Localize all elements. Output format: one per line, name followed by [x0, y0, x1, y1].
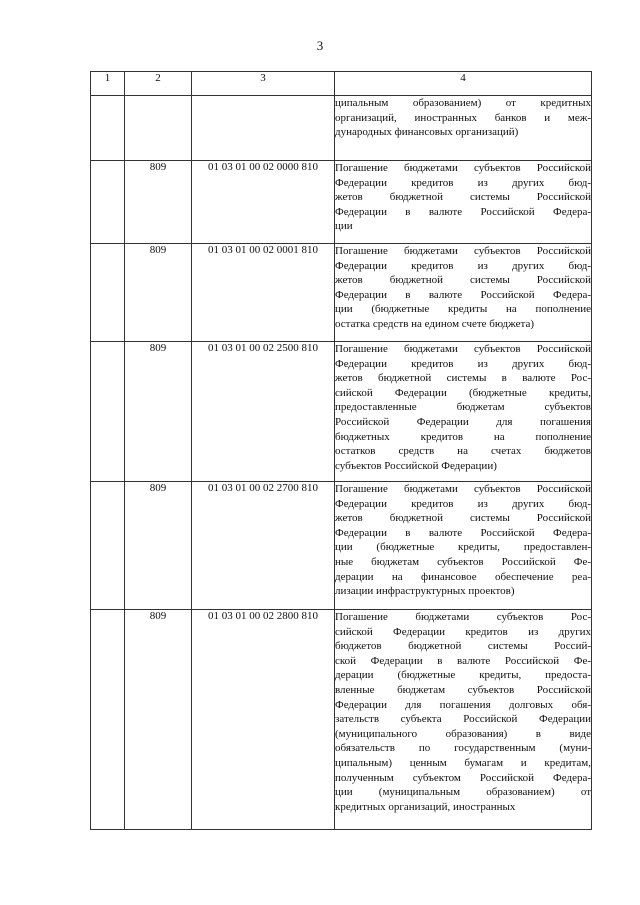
table-header-row [91, 72, 592, 96]
description-line: ции (бюджетные кредиты, предоставлен- [335, 541, 591, 554]
description-line: полученным субъектом Российской Федера- [335, 771, 591, 784]
administrator-code-cell: 809 [125, 482, 192, 610]
description-line: ципальным образованием) от кредитных [335, 97, 591, 109]
description-cell [335, 244, 592, 342]
administrator-code-cell: 809 [125, 161, 192, 244]
page-number: 3 [316, 38, 324, 53]
description-line: ции [335, 220, 353, 233]
description-line: ные бюджетам субъектов Российской Фе- [335, 555, 591, 568]
description-line: бюджетных кредитов на пополнение [335, 430, 591, 443]
description-line: ции (бюджетные кредиты на пополнение [335, 303, 591, 316]
description-line: ской Федерации в валюте Российской Фе- [335, 654, 591, 667]
table-row [91, 96, 592, 161]
description-line: предоставленные бюджетам субъектов [335, 401, 591, 414]
description-line: сийской Федерации (бюджетные кредиты, [335, 386, 591, 399]
row-number-cell [91, 482, 125, 610]
description-line: Погашение бюджетами субъектов Российской [335, 162, 591, 174]
description-line: бюджетов бюджетной системы Россий- [335, 640, 591, 653]
description-line: лизации инфраструктурных проектов) [335, 585, 515, 598]
description-line: Погашение бюджетами субъектов Рос- [335, 611, 591, 623]
description-line: остатков средств на счетах бюджетов [335, 445, 591, 458]
description-line: организаций, иностранных банков и меж- [335, 111, 591, 124]
table-row [91, 244, 592, 342]
description-line: дерации (бюджетные кредиты, предоста- [335, 669, 591, 682]
column-header: 2 [125, 72, 192, 96]
description-line: сийской Федерации кредитов из других [335, 625, 591, 638]
description-line: Погашение бюджетами субъектов Российской [335, 343, 591, 355]
description-line: Федерации кредитов из других бюд- [335, 259, 591, 272]
description-line: вленные бюджетам субъектов Российской [335, 683, 591, 696]
description-line: зательств субъекта Российской Федерации [335, 713, 591, 726]
description-line: Федерации в валюте Российской Федера- [335, 205, 591, 218]
description-line: жетов бюджетной системы Российской [335, 512, 591, 525]
description-line: Погашение бюджетами субъектов Российской [335, 483, 591, 495]
description-line: дерации на финансовое обеспечение реа- [335, 570, 591, 583]
description-line: (муниципального образования) в виде [335, 727, 591, 740]
description-line: остатка средств на едином счете бюджета) [335, 317, 534, 330]
row-number-cell [91, 342, 125, 482]
description-line: Федерации кредитов из других бюд- [335, 497, 591, 510]
description-line: дународных финансовых организаций) [335, 126, 519, 139]
row-number-cell [91, 161, 125, 244]
description-line: кредитных организаций, иностранных [335, 800, 516, 813]
description-line: жетов бюджетной системы Российской [335, 191, 591, 204]
description-line: Федерации кредитов из других бюд- [335, 357, 591, 370]
administrator-code-cell: 809 [125, 610, 192, 830]
description-cell [335, 342, 592, 482]
description-line: ции (муниципальным образованием) от [335, 786, 591, 799]
classification-code-cell [192, 96, 335, 161]
classification-code-cell: 01 03 01 00 02 0000 810 [192, 161, 335, 244]
table-row [91, 482, 592, 610]
classification-code-cell: 01 03 01 00 02 2800 810 [192, 610, 335, 830]
administrator-code-cell [125, 96, 192, 161]
row-number-cell [91, 244, 125, 342]
budget-classification-table [90, 71, 592, 830]
administrator-code-cell: 809 [125, 244, 192, 342]
description-line: жетов бюджетной системы в валюте Рос- [335, 372, 591, 385]
classification-code-cell: 01 03 01 00 02 2500 810 [192, 342, 335, 482]
table-row [91, 610, 592, 830]
row-number-cell [91, 96, 125, 161]
description-line: Федерации кредитов из других бюд- [335, 176, 591, 189]
table-row [91, 161, 592, 244]
description-line: ципальным) ценным бумагам и кредитам, [335, 756, 591, 769]
description-cell [335, 482, 592, 610]
column-header: 4 [335, 72, 592, 96]
description-line: обязательств по государственным (муни- [335, 742, 591, 755]
description-line: субъектов Российской Федерации) [335, 459, 497, 472]
description-line: жетов бюджетной системы Российской [335, 274, 591, 287]
description-cell [335, 610, 592, 830]
classification-code-cell: 01 03 01 00 02 0001 810 [192, 244, 335, 342]
description-line: Федерации в валюте Российской Федера- [335, 288, 591, 301]
column-header: 3 [192, 72, 335, 96]
description-line: Российской Федерации для погашения [335, 415, 591, 428]
administrator-code-cell: 809 [125, 342, 192, 482]
description-cell [335, 161, 592, 244]
column-header: 1 [91, 72, 125, 96]
description-cell [335, 96, 592, 161]
classification-code-cell: 01 03 01 00 02 2700 810 [192, 482, 335, 610]
description-line: Федерации для погашения долговых обя- [335, 698, 591, 711]
description-line: Федерации в валюте Российской Федера- [335, 526, 591, 539]
description-line: Погашение бюджетами субъектов Российской [335, 245, 591, 257]
table-row [91, 342, 592, 482]
row-number-cell [91, 610, 125, 830]
